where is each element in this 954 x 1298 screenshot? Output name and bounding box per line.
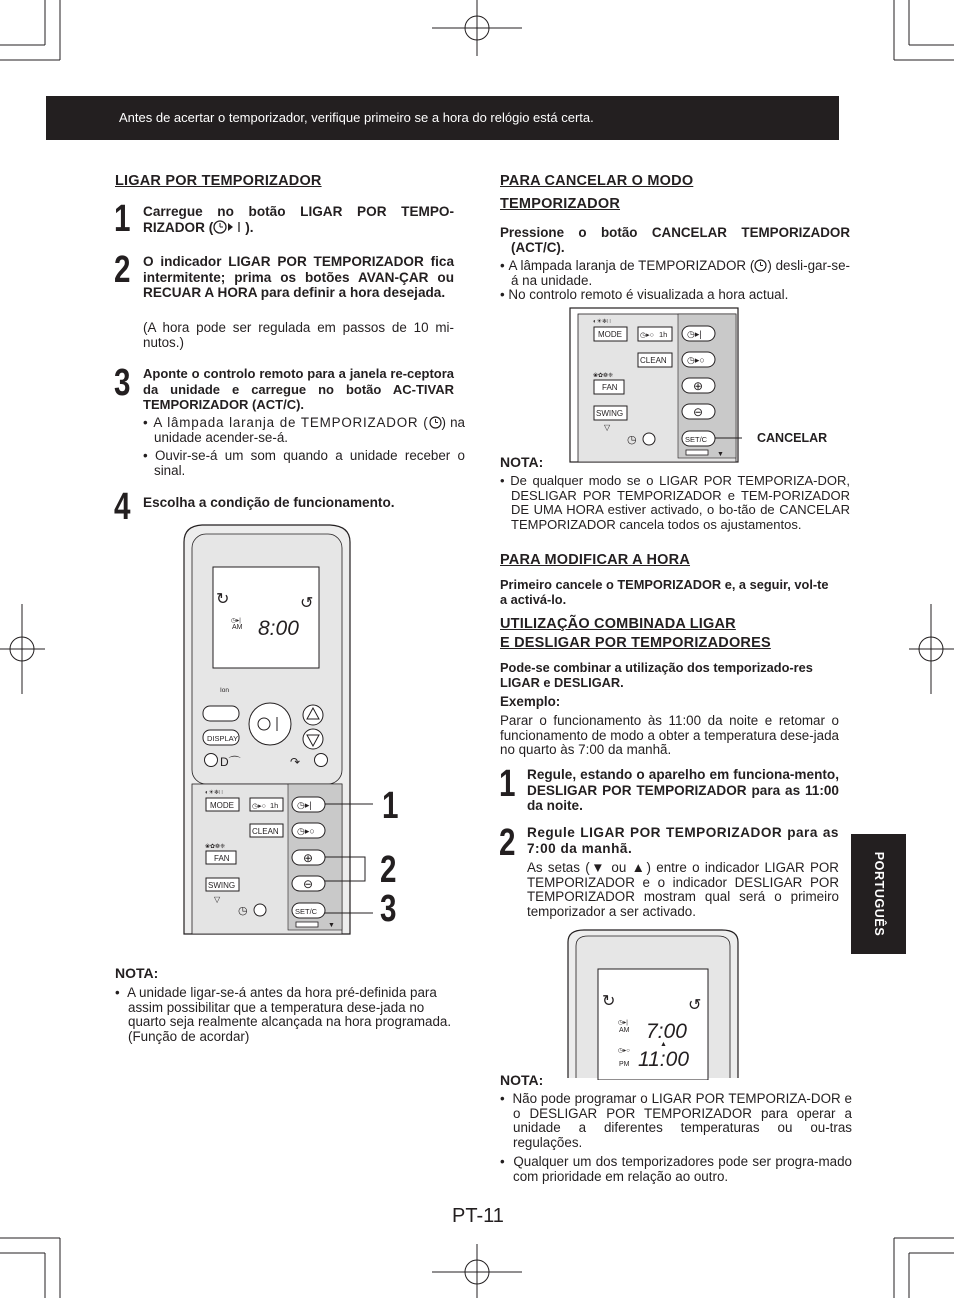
fan-button: FAN xyxy=(214,854,230,863)
step-number: 3 xyxy=(114,362,131,404)
example-label: Exemplo: xyxy=(500,694,561,709)
ion-label: Ion xyxy=(220,687,230,694)
combined-step-1: Regule, estando o aparelho em funciona-mento, DESLIGAR POR TEMPORIZADOR para as 11:00 da noite. xyxy=(527,767,839,813)
display-button: DISPLAY xyxy=(207,734,239,743)
svg-text:◷: ◷ xyxy=(627,434,637,446)
svg-text:▽: ▽ xyxy=(214,895,221,904)
svg-text:▽: ▽ xyxy=(604,423,611,432)
fan-swirl-icon: ↺ xyxy=(300,595,314,612)
svg-text:CLEAN: CLEAN xyxy=(640,356,667,365)
step-2-text: O indicador LIGAR POR TEMPORIZADOR fica intermitente; prima os botões AVAN-ÇAR ou RECUAR A HORA para definir a hora desejada. xyxy=(143,254,454,300)
svg-text:◷▸|: ◷▸| xyxy=(618,1020,628,1026)
svg-text:◷▸|: ◷▸| xyxy=(687,329,702,339)
step-number: 2 xyxy=(499,822,516,864)
svg-text:◷▸○: ◷▸○ xyxy=(252,803,266,810)
svg-text:◐☀❄∷: ◐☀❄∷ xyxy=(593,319,611,325)
svg-text:◷▸○: ◷▸○ xyxy=(618,1048,630,1054)
svg-text:▼: ▼ xyxy=(328,922,335,929)
section-title-combined-timers: UTILIZAÇÃO COMBINADA LIGAR E DESLIGAR POR TEMPORIZADORES xyxy=(500,616,771,651)
callout-3: 3 xyxy=(380,888,397,930)
step-2-note: (A hora pode ser regulada em passos de 10 mi-nutos.) xyxy=(143,320,454,350)
combined-intro: Pode-se combinar a utilização dos temporizado-res LIGAR e DESLIGAR. xyxy=(500,660,813,690)
svg-text:◷▸|: ◷▸| xyxy=(231,618,241,624)
svg-text:MODE: MODE xyxy=(598,330,622,339)
off-timer-time: 11:00 xyxy=(638,1048,689,1071)
svg-text:⊕: ⊕ xyxy=(303,851,314,865)
nota-label: NOTA: xyxy=(115,965,159,981)
timer-lamp-icon xyxy=(429,416,442,429)
svg-text:↻: ↻ xyxy=(602,993,616,1010)
combined-step-2: Regule LIGAR POR TEMPORIZADOR para as 7:00 da manhã. xyxy=(527,825,839,856)
svg-text:⊖: ⊖ xyxy=(303,877,314,891)
timer-warning-banner: Antes de acertar o temporizador, verifique primeiro se a hora do relógio está certa. xyxy=(46,96,839,140)
remote-cancel-panel xyxy=(567,305,742,465)
svg-text:↺: ↺ xyxy=(688,997,702,1014)
callout-lines xyxy=(325,795,385,925)
svg-text:1h: 1h xyxy=(659,330,668,339)
svg-text:◷▸○: ◷▸○ xyxy=(297,826,315,836)
step-1-text: Carregue no botão LIGAR POR TEMPO-RIZADOR ( ). xyxy=(143,204,454,235)
callout-1: 1 xyxy=(382,785,399,827)
svg-text:⊖: ⊖ xyxy=(693,405,704,419)
svg-text:◷▸○: ◷▸○ xyxy=(640,332,654,339)
svg-text:FAN: FAN xyxy=(602,383,618,392)
nota-label: NOTA: xyxy=(500,454,544,470)
svg-text:SET/C: SET/C xyxy=(685,435,708,444)
svg-text:1h: 1h xyxy=(270,801,279,810)
language-tab: PORTUGUÊS xyxy=(851,834,906,954)
step-number: 2 xyxy=(114,249,131,291)
section-title-modify-time: PARA MODIFICAR A HORA xyxy=(500,552,691,568)
svg-text:↷: ↷ xyxy=(290,755,301,769)
step-3-bullet-2: • Ouvir-se-á um som quando a unidade receber o sinal. xyxy=(143,448,465,478)
nota2-bullet-1: • Não pode programar o LIGAR POR TEMPORIZA-DOR e o DESLIGAR POR TEMPORIZADOR para operar a unidade a diferentes temperaturas ou ou-tras regulações. xyxy=(500,1091,852,1150)
svg-text:PM: PM xyxy=(619,1061,630,1068)
svg-text:▼: ▼ xyxy=(717,451,724,458)
step-3-bullet-1: • A lâmpada laranja de TEMPORIZADOR ( ) na unidade acender-se-á. xyxy=(143,415,465,445)
cancelar-label: CANCELAR xyxy=(757,431,828,445)
svg-text:◐☀❄∷: ◐☀❄∷ xyxy=(205,790,223,796)
step-number: 1 xyxy=(499,763,516,805)
timer-on-icon xyxy=(213,220,245,234)
mode-button: MODE xyxy=(210,801,234,810)
svg-text:❀✿❁❈: ❀✿❁❈ xyxy=(205,844,226,850)
cancel-bullet-1: • A lâmpada laranja de TEMPORIZADOR ( ) desli-gar-se-á na unidade. xyxy=(500,258,850,288)
svg-text:AM: AM xyxy=(619,1027,630,1034)
on-timer-time: 7:00 xyxy=(646,1020,687,1043)
clean-button: CLEAN xyxy=(252,827,279,836)
nota-cancel-all: • De qualquer modo se o LIGAR POR TEMPORIZA-DOR, DESLIGAR POR TEMPORIZADOR e TEM-PORIZADOR DE UMA HORA estiver activado, o bo-tão de CANCELAR TEMPORIZADOR cancela todos os ajustamentos. xyxy=(500,473,850,532)
section-title-cancel-timer: PARA CANCELAR O MODO TEMPORIZADOR xyxy=(500,173,694,212)
svg-text:⊕: ⊕ xyxy=(693,379,704,393)
step-3-text: Aponte o controlo remoto para a janela re-ceptora da unidade e carregue no botão AC-TIVAR TEMPORIZADOR (ACT/C). xyxy=(143,366,454,412)
modify-text: Primeiro cancele o TEMPORIZADOR e, a seguir, vol-te a activá-lo. xyxy=(500,577,829,607)
step-number: 4 xyxy=(114,486,131,528)
svg-text:◷▸○: ◷▸○ xyxy=(687,355,705,365)
svg-text:❀✿❁❈: ❀✿❁❈ xyxy=(593,373,614,379)
cancel-bullet-2: • No controlo remoto é visualizada a hora actual. xyxy=(500,287,789,302)
arrow-up-icon: ▲ xyxy=(631,860,647,875)
svg-text:▲: ▲ xyxy=(660,1041,667,1048)
fan-swirl-icon: ↻ xyxy=(216,591,230,608)
timer-lamp-icon xyxy=(754,259,767,272)
section-title-timer-on: LIGAR POR TEMPORIZADOR xyxy=(115,173,322,189)
swing-button: SWING xyxy=(208,881,236,890)
svg-text:SWING: SWING xyxy=(596,409,624,418)
example-text: Parar o funcionamento às 11:00 da noite e retomar o funcionamento de modo a obter a temperatura dese-jada no quarto às 7:00 da manhã. xyxy=(500,713,839,757)
arrow-down-icon: ▼ xyxy=(589,860,607,875)
page-number: PT-11 xyxy=(452,1205,504,1227)
step-number: 1 xyxy=(114,198,131,240)
svg-text:◷▸|: ◷▸| xyxy=(297,800,312,810)
am-indicator: AM xyxy=(232,624,243,631)
nota-wake-function: • A unidade ligar-se-á antes da hora pré-definida para assim possibilitar que a temperatura dese-jada no quarto seja realmente alcançada na hora programada. (Função de acordar) xyxy=(115,985,452,1044)
combined-timer-display xyxy=(566,928,740,1080)
cancel-step: Pressione o botão CANCELAR TEMPORIZADOR (ACT/C). xyxy=(500,225,850,255)
setc-button: SET/C xyxy=(295,907,318,916)
nota2-bullet-2: • Qualquer um dos temporizadores pode ser progra-mado com prioridade em relação ao outro. xyxy=(500,1154,852,1184)
svg-text:D⌒: D⌒ xyxy=(220,755,241,769)
step-4-text: Escolha a condição de funcionamento. xyxy=(143,495,395,510)
remote-time-display: 8:00 xyxy=(258,617,299,640)
combined-step-2-note: As setas (▼ ou ▲) entre o indicador LIGAR POR TEMPORIZADOR e o indicador DESLIGAR POR TEMPORIZADOR mostram qual será o primeiro temporizador a ser activado. xyxy=(527,860,839,919)
nota-label: NOTA: xyxy=(500,1072,544,1088)
svg-text:◷: ◷ xyxy=(238,905,248,917)
callout-2: 2 xyxy=(380,849,397,891)
